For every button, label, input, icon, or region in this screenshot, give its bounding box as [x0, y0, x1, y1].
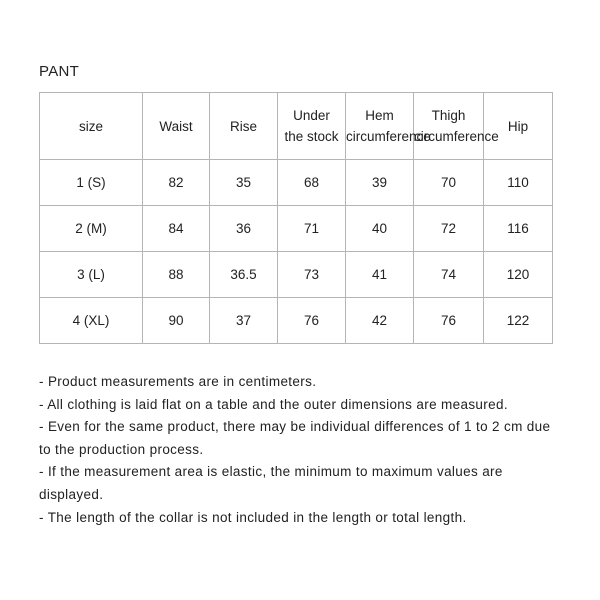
table-cell: 70 [414, 160, 484, 206]
note-line: - All clothing is laid flat on a table and the outer dimensions are measured. [39, 396, 508, 412]
note-line: - Even for the same product, there may be individual differences of 1 to 2 cm due to the production process. [39, 419, 551, 457]
size-table [39, 92, 553, 344]
table-header-cell: size [40, 93, 143, 160]
table-header-cell: Under the stock [278, 93, 346, 160]
table-cell: 71 [278, 206, 346, 252]
table-cell: 40 [346, 206, 414, 252]
page-title: PANT [39, 63, 80, 80]
table-cell: 42 [346, 298, 414, 344]
table-cell: 76 [278, 298, 346, 344]
table-header-cell: Hip [484, 93, 553, 160]
note-line: - If the measurement area is elastic, the minimum to maximum values are displayed. [39, 464, 503, 502]
table-cell: 39 [346, 160, 414, 206]
table-header-cell: Hem circumference [346, 93, 414, 160]
note-line: - The length of the collar is not included in the length or total length. [39, 509, 467, 525]
table-cell: 41 [346, 252, 414, 298]
table-cell: 35 [210, 160, 278, 206]
table-cell: 72 [414, 206, 484, 252]
table-cell: 110 [484, 160, 553, 206]
table-cell: 90 [143, 298, 210, 344]
table-header-row [40, 93, 553, 160]
table-row [40, 206, 553, 252]
table-cell: 3 (L) [40, 252, 143, 298]
table-header-cell: Rise [210, 93, 278, 160]
table-cell: 4 (XL) [40, 298, 143, 344]
table-cell: 122 [484, 298, 553, 344]
table-cell: 36 [210, 206, 278, 252]
table-header-cell: Waist [143, 93, 210, 160]
notes [39, 371, 564, 529]
table-cell: 74 [414, 252, 484, 298]
table-cell: 82 [143, 160, 210, 206]
table-header-cell: Thigh circumference [414, 93, 484, 160]
table-cell: 116 [484, 206, 553, 252]
table-row [40, 298, 553, 344]
table-cell: 76 [414, 298, 484, 344]
table-cell: 37 [210, 298, 278, 344]
note-line: - Product measurements are in centimeters. [39, 374, 317, 389]
table-row [40, 160, 553, 206]
table-cell: 73 [278, 252, 346, 298]
table-cell: 36.5 [210, 252, 278, 298]
table-cell: 1 (S) [40, 160, 143, 206]
table-cell: 88 [143, 252, 210, 298]
table-cell: 84 [143, 206, 210, 252]
table-cell: 68 [278, 160, 346, 206]
table-cell: 120 [484, 252, 553, 298]
table-cell: 2 (M) [40, 206, 143, 252]
table-row [40, 252, 553, 298]
